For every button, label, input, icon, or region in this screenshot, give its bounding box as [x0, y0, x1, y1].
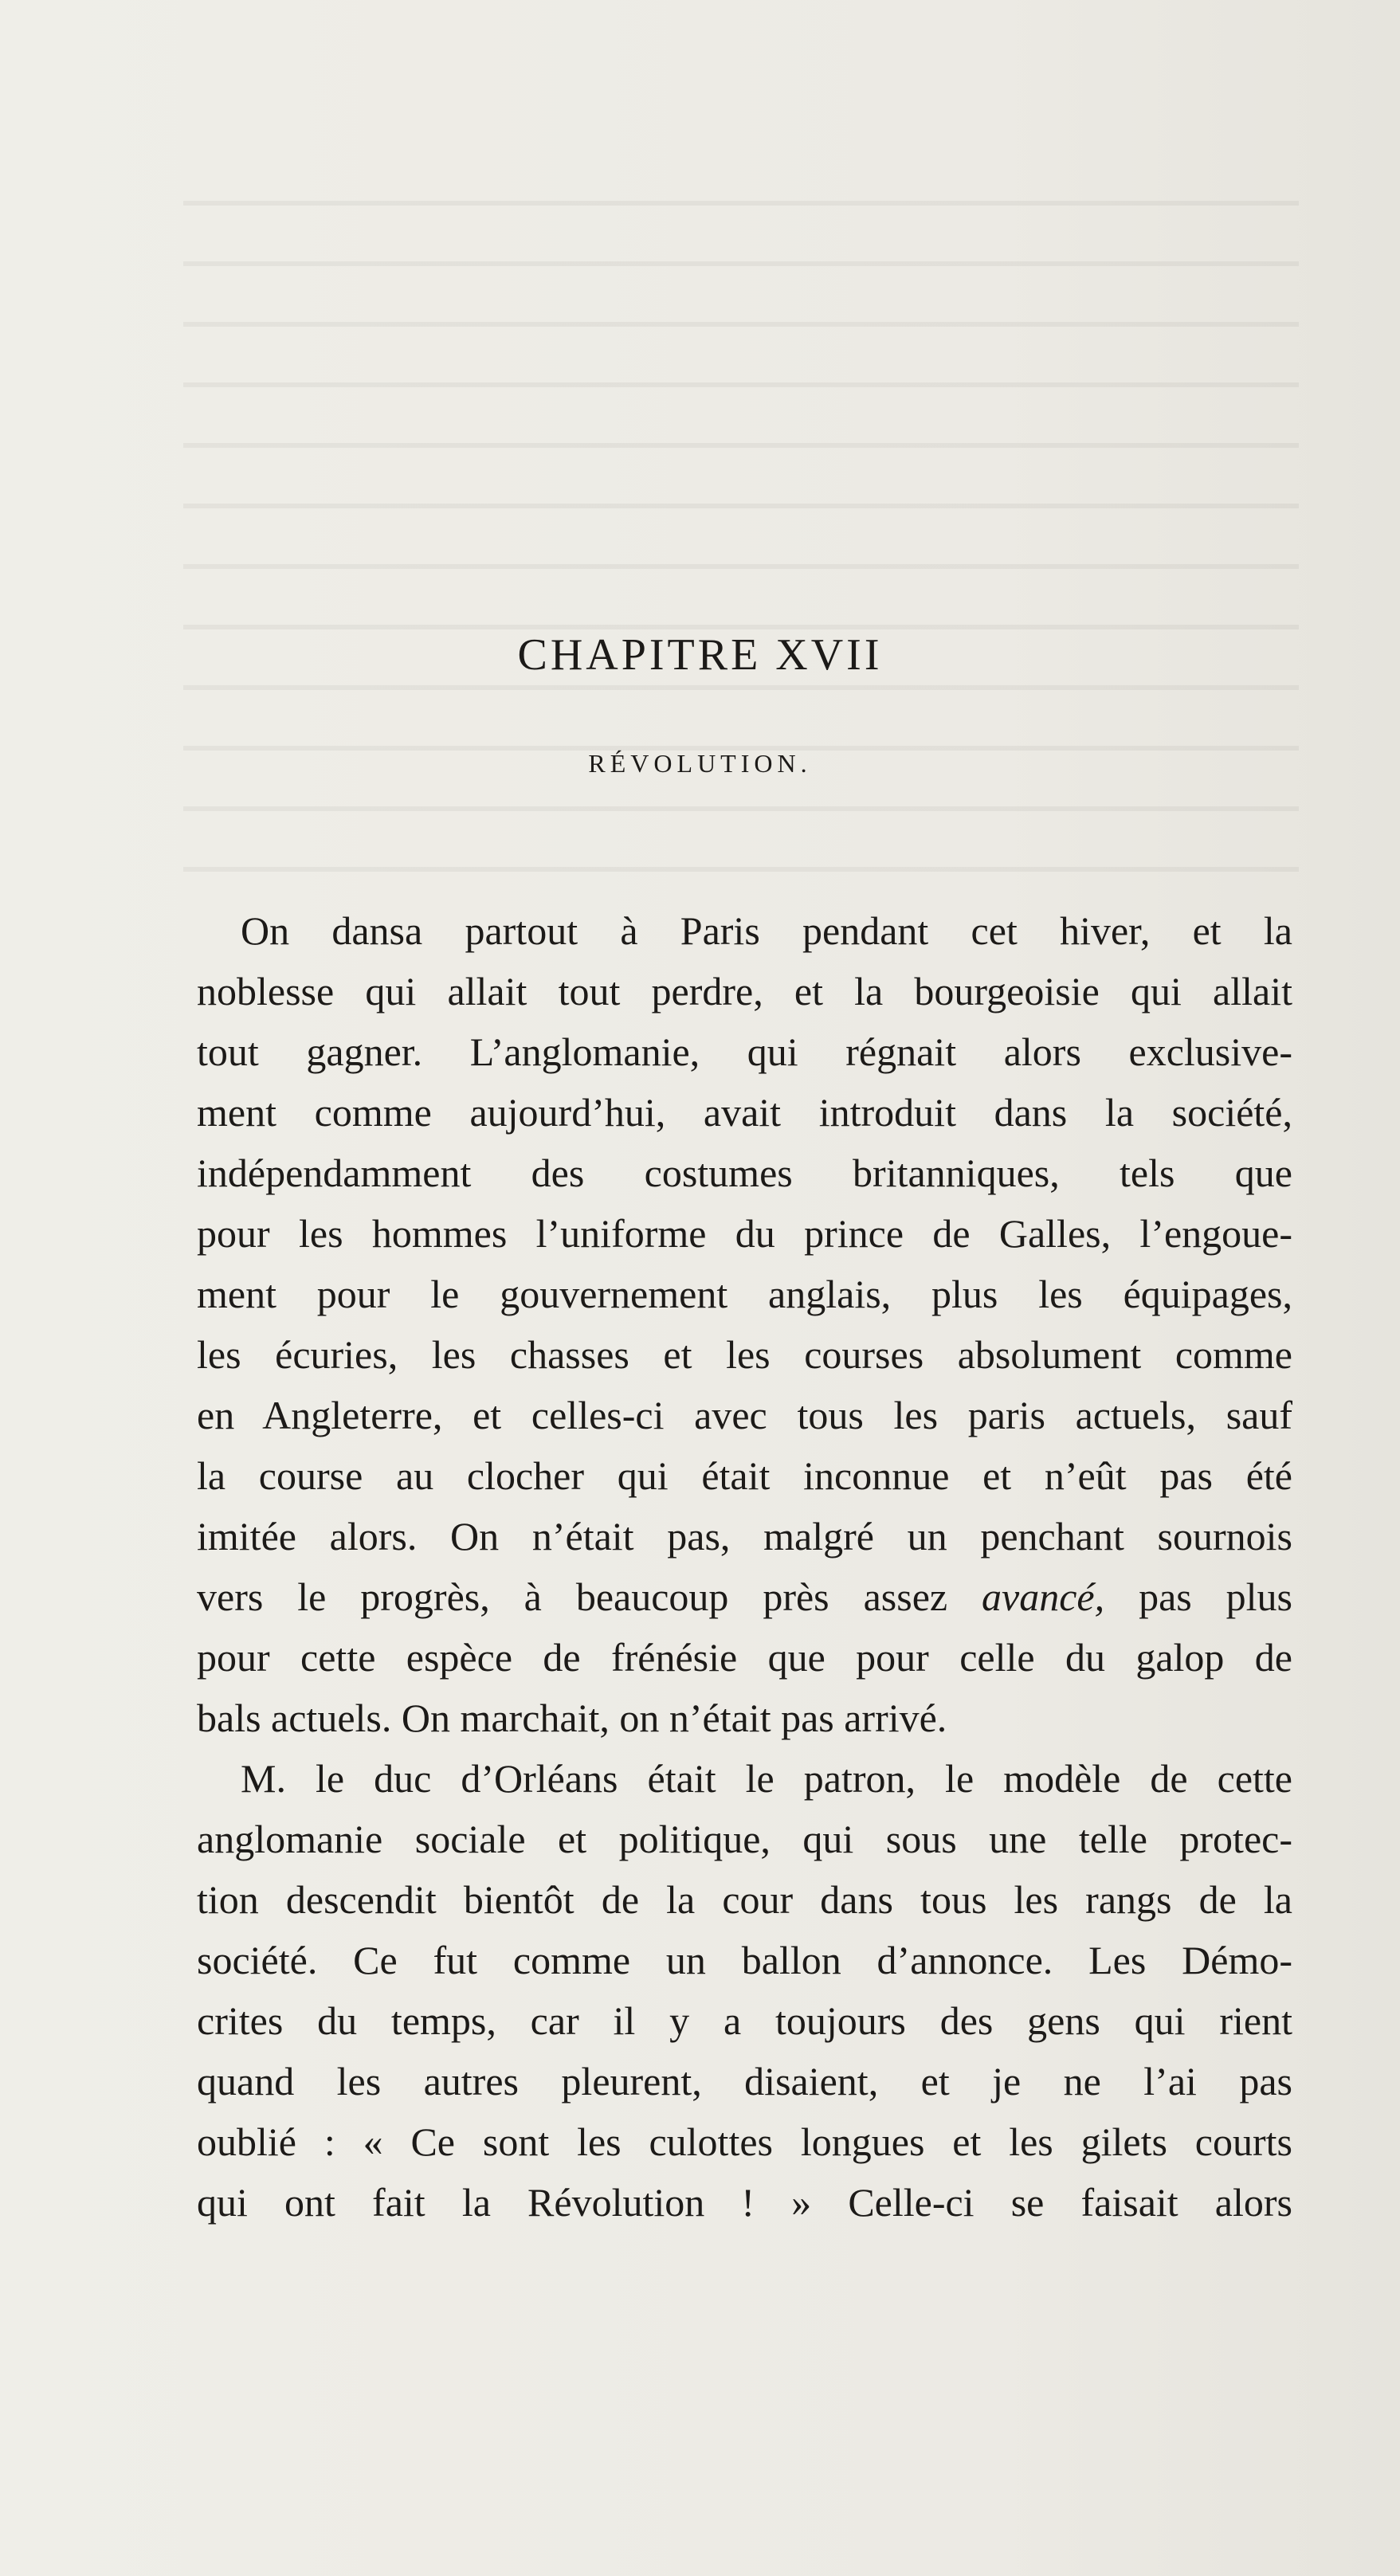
text-line: bals actuels. On marchait, on n’était pas arrivé. [197, 1696, 947, 1740]
text-line: On dansa partout à Paris pendant cet hiver, et la [241, 908, 1292, 953]
text-line-with-emphasis [197, 1566, 1292, 1627]
text-line: tion descendit bientôt de la cour dans tous les rangs de la [197, 1877, 1292, 1922]
text-line: pour les hommes l’uniforme du prince de Galles, l’engoue- [197, 1211, 1292, 1256]
text-line: société. Ce fut comme un ballon d’annonce. Les Démo- [197, 1938, 1292, 1982]
chapter-title: CHAPITRE XVII [517, 630, 883, 680]
text-line: les écuries, les chasses et les courses absolument comme [197, 1332, 1292, 1377]
text-segment: pas plus [1139, 1574, 1293, 1619]
emphasized-word: avancé, [982, 1574, 1105, 1619]
body-text [197, 900, 1292, 2233]
text-line: crites du temps, car il y a toujours des gens qui rient [197, 1998, 1292, 2043]
text-line: ment comme aujourd’hui, avait introduit dans la société, [197, 1090, 1292, 1135]
text-line: ment pour le gouvernement anglais, plus les équipages, [197, 1272, 1292, 1316]
chapter-subtitle: RÉVOLUTION. [588, 749, 812, 778]
text-line: la course au clocher qui était inconnue et n’eût pas été [197, 1453, 1292, 1498]
text-line: en Angleterre, et celles-ci avec tous les paris actuels, sauf [197, 1393, 1292, 1437]
text-line: M. le duc d’Orléans était le patron, le modèle de cette [241, 1756, 1292, 1801]
text-line: anglomanie sociale et politique, qui sous une telle protec- [197, 1817, 1292, 1861]
text-line: qui ont fait la Révolution ! » Celle-ci se faisait alors [197, 2180, 1292, 2225]
text-line: oublié : « Ce sont les culottes longues et les gilets courts [197, 2119, 1292, 2164]
text-line: noblesse qui allait tout perdre, et la bourgeoisie qui allait [197, 969, 1292, 1014]
text-line: indépendamment des costumes britanniques, tels que [197, 1151, 1292, 1195]
text-line: imitée alors. On n’était pas, malgré un penchant sournois [197, 1514, 1292, 1559]
text-segment: vers le progrès, à beaucoup près assez [197, 1574, 948, 1619]
text-line: pour cette espèce de frénésie que pour celle du galop de [197, 1635, 1292, 1680]
text-line: tout gagner. L’anglomanie, qui régnait alors exclusive- [197, 1029, 1292, 1074]
text-line: quand les autres pleurent, disaient, et je ne l’ai pas [197, 2059, 1292, 2104]
